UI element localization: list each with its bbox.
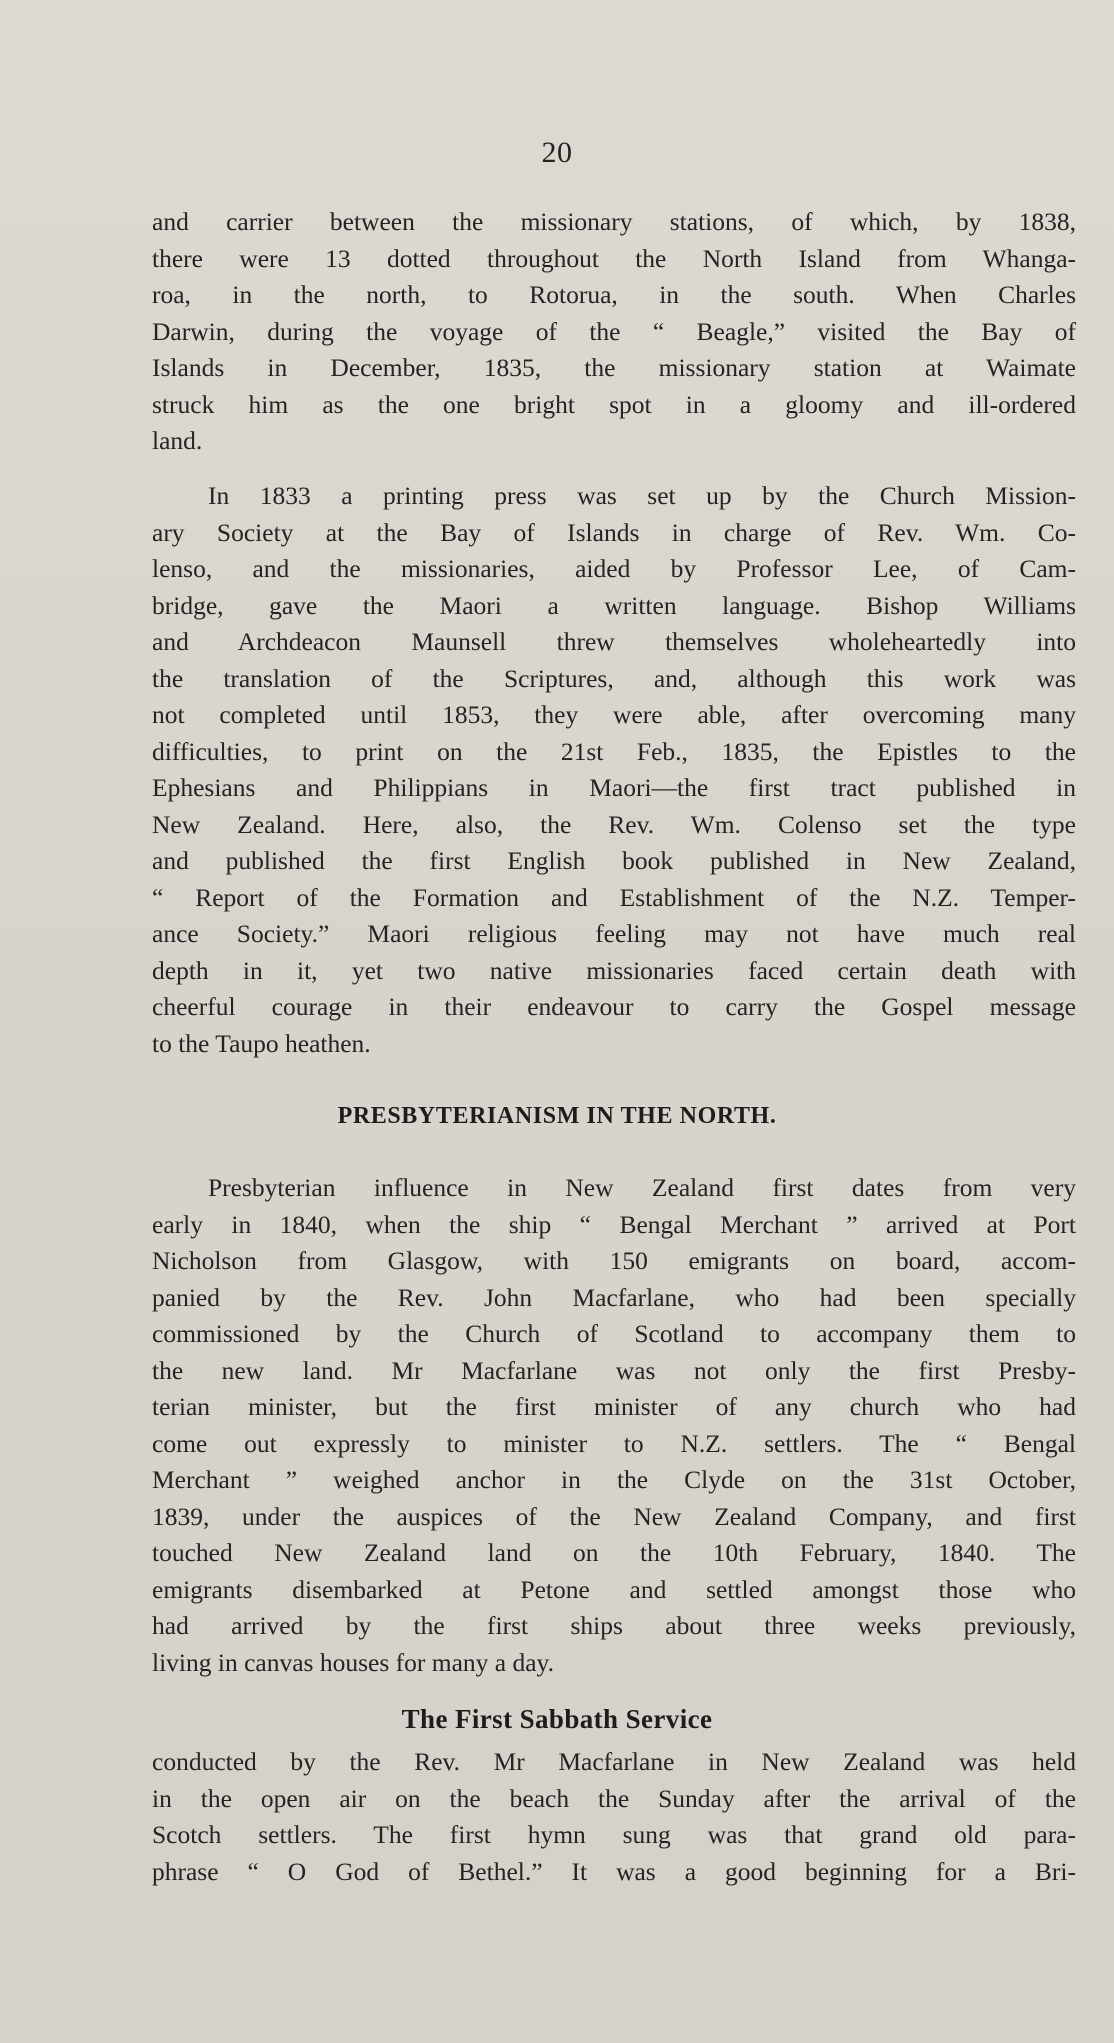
- text-line: land.: [152, 426, 203, 455]
- text-line: living in canvas houses for many a day.: [152, 1647, 554, 1677]
- text-line: In 1833 a printing press was set up by the Church Mission-: [208, 481, 1076, 510]
- text-line: early in 1840, when the ship “ Bengal Merchant ” arrived at Port: [152, 1209, 1076, 1239]
- text-line: depth in it, yet two native missionaries faced certain death with: [152, 955, 1076, 985]
- paragraph-printing-press: [152, 478, 1076, 1062]
- text-line: the new land. Mr Macfarlane was not only the first Presby-: [152, 1355, 1076, 1385]
- text-line: commissioned by the Church of Scotland to accompany them to: [152, 1319, 1076, 1348]
- text-line: New Zealand. Here, also, the Rev. Wm. Colenso set the type: [152, 809, 1076, 839]
- text-line: ary Society at the Bay of Islands in charge of Rev. Wm. Co-: [152, 517, 1076, 547]
- paragraph-sabbath-service: [152, 1744, 1076, 1890]
- text-line: in the open air on the beach the Sunday after the arrival of the: [152, 1783, 1076, 1813]
- paragraph-missionary-stations: [152, 204, 1076, 460]
- text-line: roa, in the north, to Rotorua, in the south. When Charles: [152, 280, 1076, 309]
- text-line: Scotch settlers. The first hymn sung was that grand old para-: [152, 1820, 1076, 1849]
- text-line: emigrants disembarked at Petone and settled amongst those who: [152, 1574, 1076, 1604]
- text-line: terian minister, but the first minister of any church who had: [152, 1392, 1076, 1421]
- paragraph-presbyterian-influence: [152, 1170, 1076, 1681]
- text-line: difficulties, to print on the 21st Feb., 1835, the Epistles to the: [152, 736, 1076, 766]
- text-line: there were 13 dotted throughout the North Island from Whanga-: [152, 243, 1076, 273]
- text-line: Islands in December, 1835, the missionary station at Waimate: [152, 353, 1076, 382]
- text-line: conducted by the Rev. Mr Macfarlane in New Zealand was held: [152, 1747, 1076, 1776]
- text-line: touched New Zealand land on the 10th February, 1840. The: [152, 1538, 1076, 1567]
- text-line: not completed until 1853, they were able, after overcoming many: [152, 700, 1076, 729]
- subheading-first-sabbath-service: The First Sabbath Service: [401, 1704, 713, 1734]
- page-number: 20: [541, 136, 573, 169]
- text-line: come out expressly to minister to N.Z. settlers. The “ Bengal: [152, 1428, 1076, 1458]
- text-line: panied by the Rev. John Macfarlane, who had been specially: [152, 1282, 1076, 1312]
- text-line: the translation of the Scriptures, and, although this work was: [152, 663, 1076, 693]
- text-line: “ Report of the Formation and Establishment of the N.Z. Temper-: [152, 882, 1076, 912]
- text-line: 1839, under the auspices of the New Zealand Company, and first: [152, 1501, 1076, 1531]
- section-heading-presbyterianism: PRESBYTERIANISM IN THE NORTH.: [337, 1103, 777, 1129]
- text-line: lenso, and the missionaries, aided by Professor Lee, of Cam-: [152, 554, 1076, 583]
- text-line: Darwin, during the voyage of the “ Beagle,” visited the Bay of: [152, 316, 1076, 346]
- text-line: Presbyterian influence in New Zealand first dates from very: [208, 1173, 1076, 1202]
- text-line: to the Taupo heathen.: [152, 1028, 371, 1058]
- text-line: struck him as the one bright spot in a gloomy and ill-ordered: [152, 389, 1076, 419]
- text-line: Merchant ” weighed anchor in the Clyde on the 31st October,: [152, 1465, 1076, 1494]
- text-line: bridge, gave the Maori a written language. Bishop Williams: [152, 590, 1076, 620]
- text-line: and carrier between the missionary stations, of which, by 1838,: [152, 207, 1076, 236]
- text-line: had arrived by the first ships about three weeks previously,: [152, 1611, 1076, 1640]
- text-line: and published the first English book published in New Zealand,: [152, 846, 1076, 875]
- text-line: Nicholson from Glasgow, with 150 emigrants on board, accom-: [152, 1246, 1076, 1275]
- text-line: Ephesians and Philippians in Maori—the first tract published in: [152, 773, 1076, 802]
- text-line: phrase “ O God of Bethel.” It was a good beginning for a Bri-: [152, 1856, 1076, 1886]
- text-line: and Archdeacon Maunsell threw themselves wholeheartedly into: [152, 627, 1076, 656]
- text-line: cheerful courage in their endeavour to carry the Gospel message: [152, 992, 1076, 1021]
- text-line: ance Society.” Maori religious feeling may not have much real: [152, 919, 1076, 948]
